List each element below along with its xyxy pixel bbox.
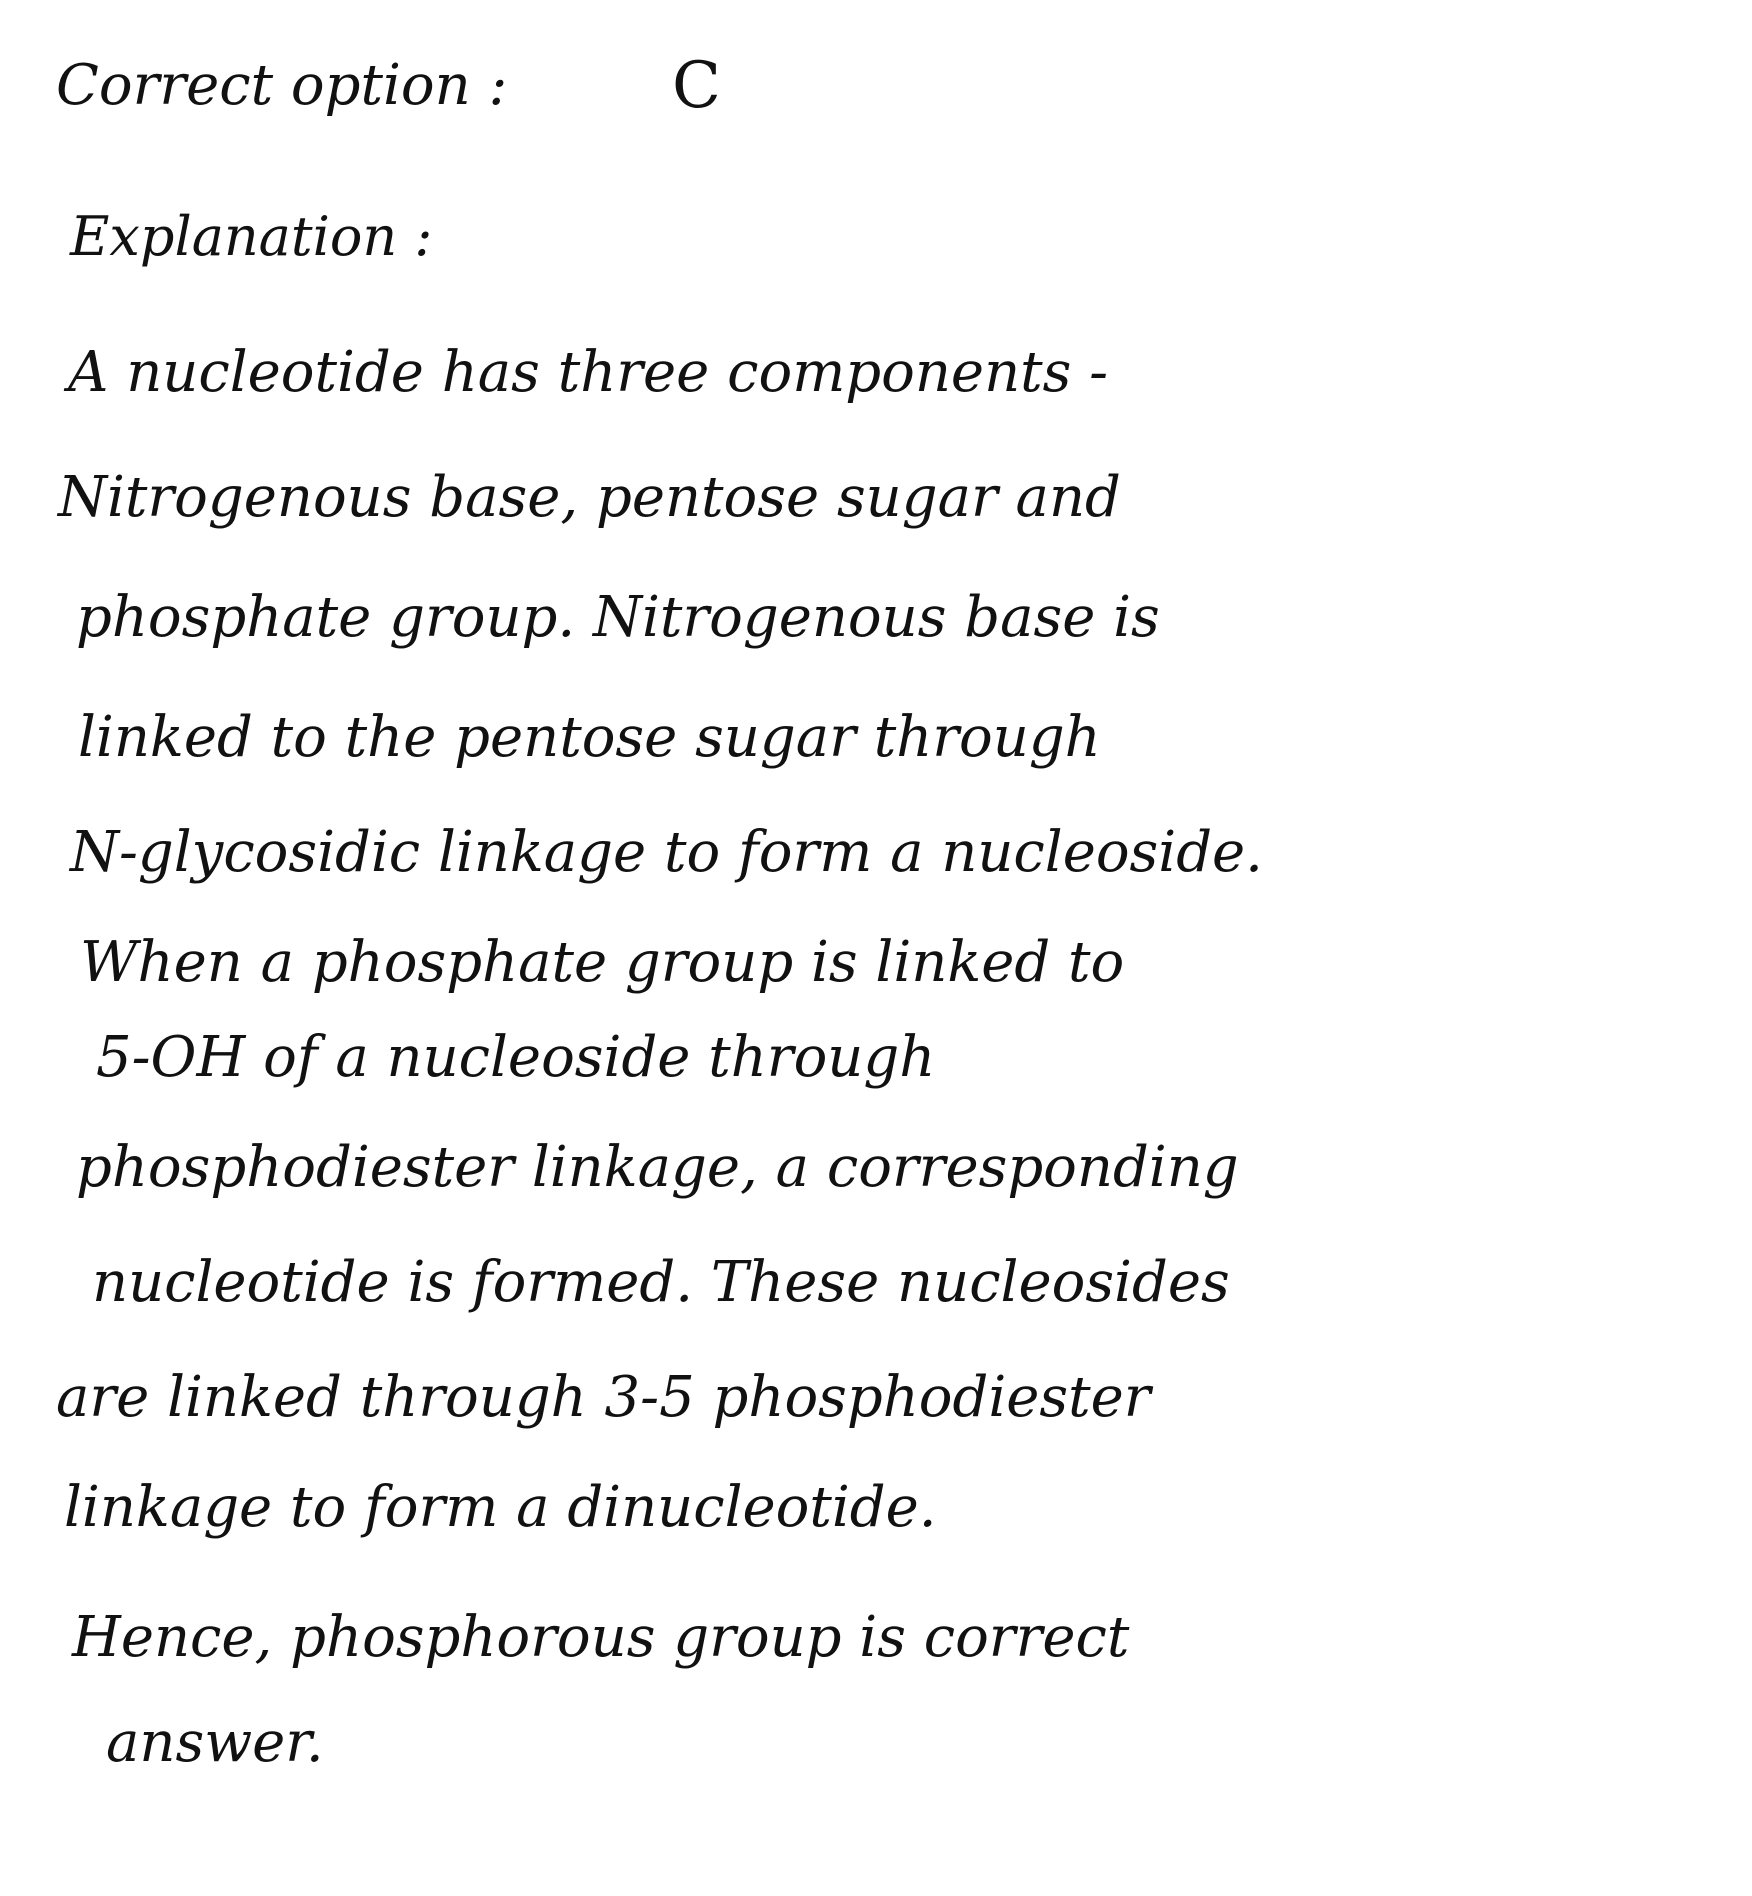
answer-value: C [672,49,721,123]
explanation-line: A nucleotide has three components - [68,340,1109,405]
explanation-line: nucleotide is formed. These nucleosides [92,1250,1230,1315]
answer-label: Correct option : [56,53,508,118]
explanation-line: Nitrogenous base, pentose sugar and [58,465,1121,530]
explanation-line: linked to the pentose sugar through [78,705,1101,770]
explanation-line: N-glycosidic linkage to form a nucleoside. [70,820,1263,885]
explanation-line: phosphodiester linkage, a corresponding [76,1135,1239,1200]
explanation-line: When a phosphate group is linked to [80,930,1125,995]
explanation-line: linkage to form a dinucleotide. [64,1475,937,1540]
explanation-line: are linked through 3-5 phosphodiester [56,1365,1151,1430]
explanation-heading: Explanation : [70,205,433,268]
explanation-line: 5-OH of a nucleoside through [96,1025,936,1090]
explanation-line: phosphate group. Nitrogenous base is [76,585,1160,650]
explanation-line: Hence, phosphorous group is correct [72,1605,1130,1670]
explanation-line: answer. [106,1710,324,1775]
